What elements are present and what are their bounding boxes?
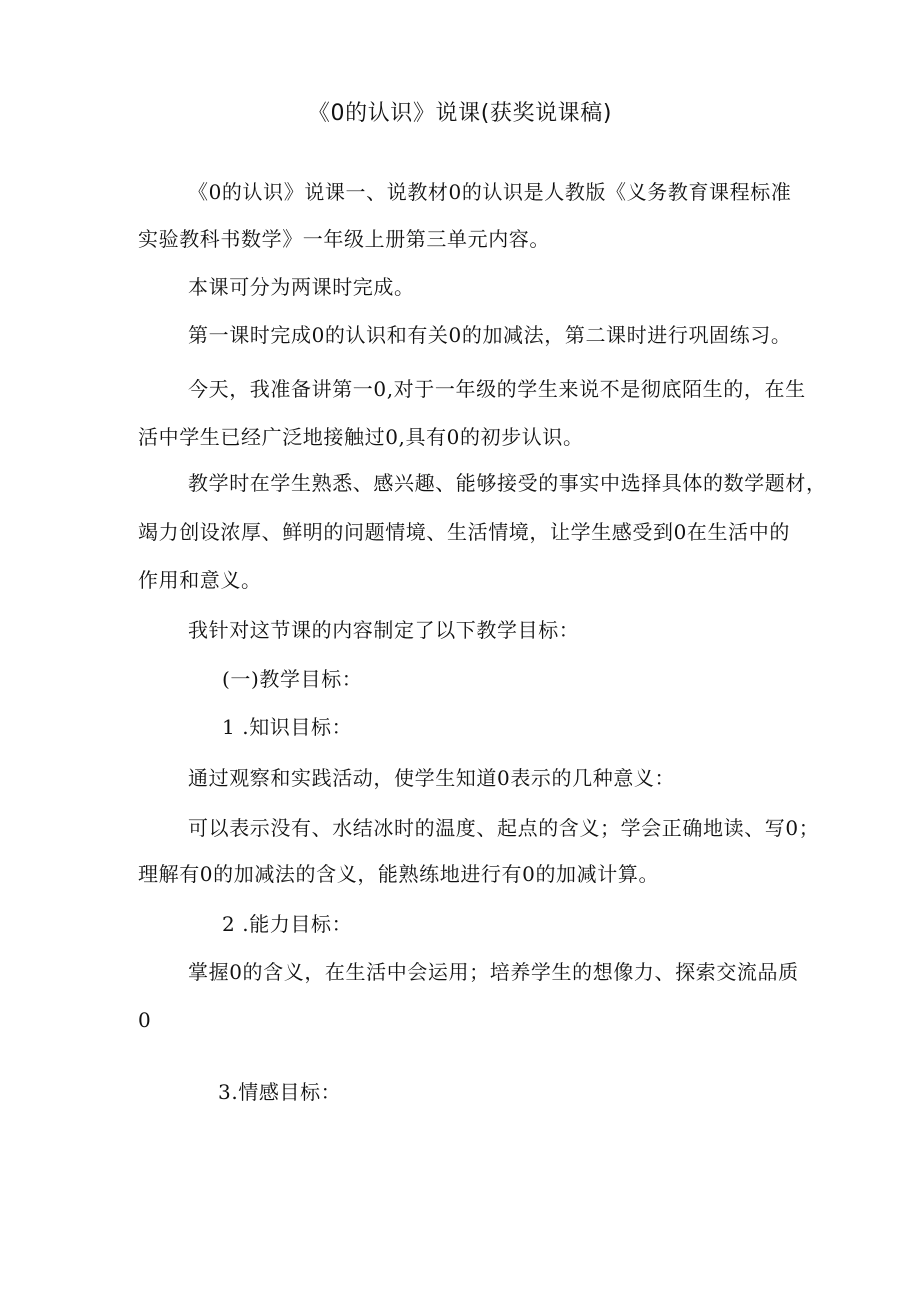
paragraph-line: 实验教科书数学》一年级上册第三单元内容。	[138, 227, 550, 251]
paragraph-line: 0	[138, 1008, 152, 1032]
paragraph-line: 可以表示没有、水结冰时的温度、起点的含义；学会正确地读、写0；	[188, 816, 820, 840]
paragraph-line: 第一课时完成0的认识和有关0的加减法，第二课时进行巩固练习。	[188, 323, 792, 347]
paragraph-line: 今天，我准备讲第一0,对于一年级的学生来说不是彻底陌生的，在生	[188, 377, 806, 401]
paragraph-line: 我针对这节课的内容制定了以下教学目标：	[188, 618, 580, 642]
paragraph-line: 教学时在学生熟悉、感兴趣、能够接受的事实中选择具体的数学题材，	[188, 471, 827, 495]
subsection-heading: 2 .能力目标：	[222, 912, 353, 936]
section-heading: (一)教学目标：	[222, 667, 363, 691]
paragraph-line: 通过观察和实践活动，使学生知道0表示的几种意义：	[188, 766, 676, 790]
paragraph-line: 掌握0的含义，在生活中会运用；培养学生的想像力、探索交流品质	[188, 960, 799, 984]
paragraph-line: 《0的认识》说课一、说教材0的认识是人教版《义务教育课程标准	[188, 180, 792, 204]
paragraph-line: 作用和意义。	[138, 568, 262, 592]
subsection-heading: 1 .知识目标：	[222, 715, 353, 739]
paragraph-line: 理解有0的加减法的含义，能熟练地进行有0的加减计算。	[138, 862, 660, 886]
paragraph-line: 本课可分为两课时完成。	[188, 275, 415, 299]
paragraph-line: 活中学生已经广泛地接触过0,具有0的初步认识。	[138, 425, 584, 449]
subsection-heading: 3.情感目标：	[218, 1080, 342, 1104]
paragraph-line: 竭力创设浓厚、鲜明的问题情境、生活情境，让学生感受到0在生活中的	[138, 520, 790, 544]
document-title: 《0的认识》说课(获奖说课稿)	[307, 101, 613, 126]
